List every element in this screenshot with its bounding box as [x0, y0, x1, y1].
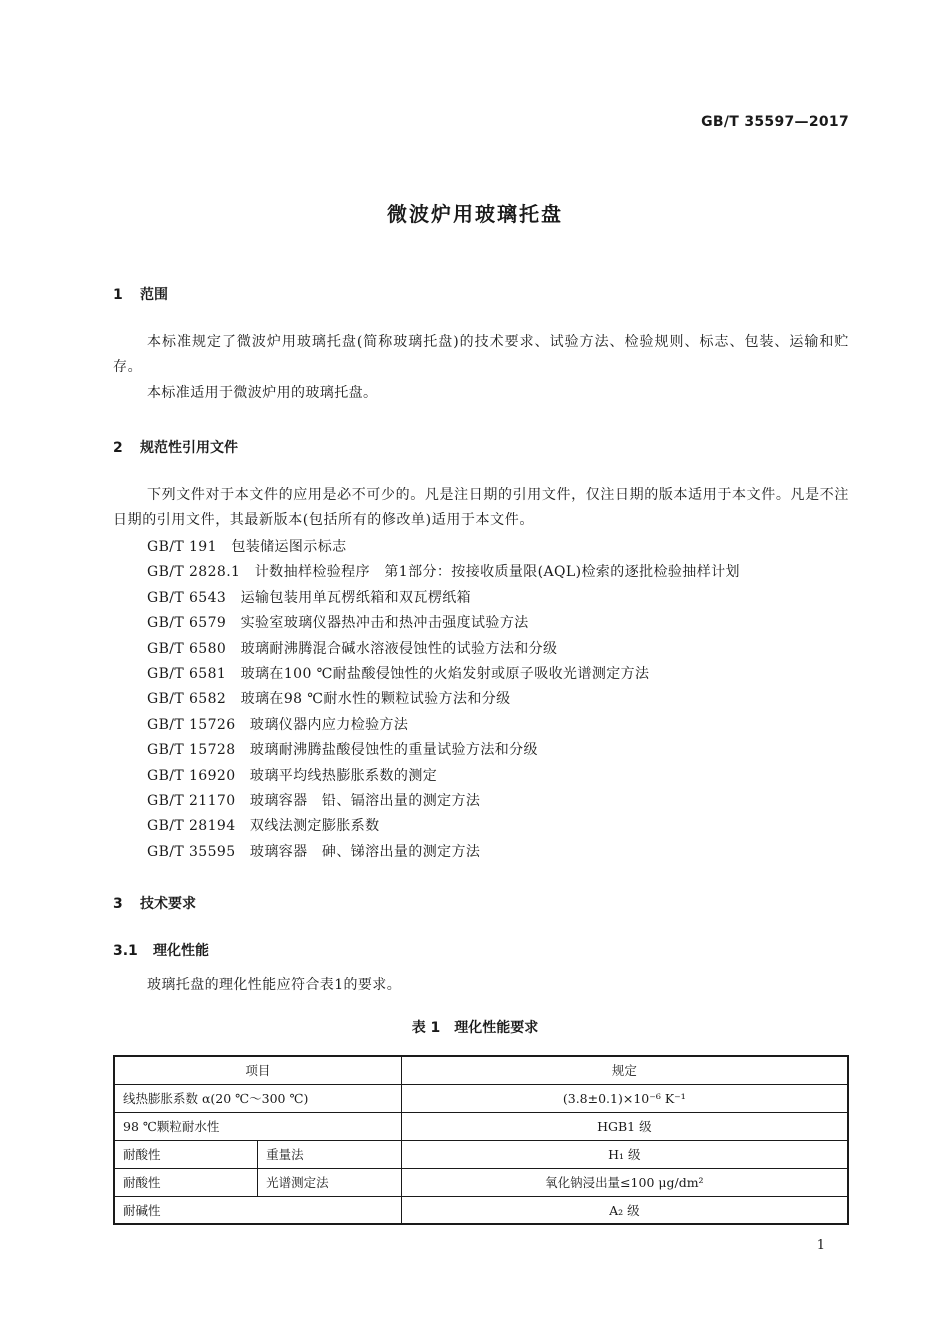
- reference-title: 玻璃在98 ℃耐水性的颗粒试验方法和分级: [240, 691, 511, 708]
- table-header-item: 项目: [114, 1056, 401, 1084]
- normative-reference-list: [147, 535, 740, 865]
- section-number: 2: [113, 440, 123, 456]
- table-cell-spec: (3.8±0.1)×10⁻⁶ K⁻¹: [401, 1084, 848, 1112]
- section-3-1-heading: [113, 940, 209, 960]
- physchem-intro: 玻璃托盘的理化性能应符合表1的要求。: [147, 977, 402, 993]
- table-cell-method: 光谱测定法: [258, 1168, 402, 1196]
- reference-title: 玻璃耐沸腾混合碱水溶液侵蚀性的试验方法和分级: [240, 640, 558, 657]
- reference-code: GB/T 28194: [147, 818, 236, 835]
- table-row: [114, 1168, 848, 1196]
- reference-code: GB/T 6579: [147, 615, 227, 632]
- reference-title: 玻璃容器 铅、镉溶出量的测定方法: [249, 792, 481, 809]
- reference-item: [147, 764, 740, 789]
- table-cell-spec: H₁ 级: [401, 1140, 848, 1168]
- table-cell-spec: A₂ 级: [401, 1196, 848, 1224]
- reference-code: GB/T 35595: [147, 843, 236, 860]
- reference-item: [147, 789, 740, 814]
- reference-title: 双线法测定膨胀系数: [249, 818, 380, 835]
- document-title: 微波炉用玻璃托盘: [387, 202, 563, 226]
- reference-code: GB/T 21170: [147, 792, 236, 809]
- section-number: 3.1: [113, 943, 138, 959]
- standard-code: GB/T 35597—2017: [701, 114, 849, 130]
- table-row: [114, 1196, 848, 1224]
- section-title: 范围: [140, 287, 168, 303]
- table-row: [114, 1084, 848, 1112]
- normative-intro: 下列文件对于本文件的应用是必不可少的。凡是注日期的引用文件，仅注日期的版本适用于本文件。凡是不注日期的引用文件，其最新版本(包括所有的修改单)适用于本文件。: [113, 487, 849, 528]
- reference-code: GB/T 6580: [147, 640, 227, 657]
- section-1-heading: [113, 284, 168, 304]
- reference-code: GB/T 16920: [147, 767, 236, 784]
- reference-title: 玻璃仪器内应力检验方法: [249, 716, 409, 733]
- reference-title: 玻璃耐沸腾盐酸侵蚀性的重量试验方法和分级: [249, 742, 538, 759]
- table-cell-item: 耐碱性: [114, 1196, 401, 1224]
- reference-code: GB/T 15726: [147, 716, 236, 733]
- reference-item: [147, 637, 740, 662]
- table-cell-item: 线热膨胀系数 α(20 ℃～300 ℃): [114, 1084, 401, 1112]
- reference-code: GB/T 2828.1: [147, 564, 241, 581]
- section-number: 3: [113, 896, 123, 912]
- section-2-heading: [113, 437, 238, 457]
- table-cell-item: 98 ℃颗粒耐水性: [114, 1112, 401, 1140]
- reference-code: GB/T 191: [147, 539, 217, 555]
- reference-item: [147, 738, 740, 763]
- table-cell-item: 耐酸性: [114, 1140, 258, 1168]
- reference-code: GB/T 6581: [147, 665, 227, 682]
- table-row: [114, 1112, 848, 1140]
- section-number: 1: [113, 287, 123, 303]
- reference-title: 玻璃容器 砷、锑溶出量的测定方法: [249, 843, 481, 860]
- reference-code: GB/T 6543: [147, 589, 227, 606]
- table-1-caption: 表 1 理化性能要求: [411, 1020, 539, 1036]
- reference-item: [147, 586, 740, 611]
- reference-item: [147, 560, 740, 585]
- scope-paragraph-1: 本标准规定了微波炉用玻璃托盘(简称玻璃托盘)的技术要求、试验方法、检验规则、标志、包装、运输和贮存。: [113, 334, 849, 375]
- reference-item: [147, 840, 740, 865]
- reference-code: GB/T 6582: [147, 691, 227, 708]
- reference-title: 运输包装用单瓦楞纸箱和双瓦楞纸箱: [240, 589, 472, 606]
- reference-title: 实验室玻璃仪器热冲击和热冲击强度试验方法: [240, 615, 529, 632]
- reference-item: [147, 611, 740, 636]
- reference-code: GB/T 15728: [147, 742, 236, 759]
- table-cell-method: 重量法: [258, 1140, 402, 1168]
- reference-item: [147, 814, 740, 839]
- table-header-row: [114, 1056, 848, 1084]
- section-3-heading: [113, 893, 196, 913]
- page-number: 1: [816, 1238, 825, 1253]
- reference-item: [147, 713, 740, 738]
- section-title: 理化性能: [153, 943, 209, 959]
- section-title: 技术要求: [140, 896, 196, 912]
- reference-title: 包装储运图示标志: [231, 539, 347, 555]
- scope-paragraph-2: 本标准适用于微波炉用的玻璃托盘。: [147, 385, 378, 401]
- table-1: [113, 1055, 849, 1225]
- table-cell-spec: HGB1 级: [401, 1112, 848, 1140]
- reference-title: 玻璃平均线热膨胀系数的测定: [249, 767, 438, 784]
- reference-item: [147, 687, 740, 712]
- table-row: [114, 1140, 848, 1168]
- table-header-spec: 规定: [401, 1056, 848, 1084]
- reference-item: [147, 535, 740, 560]
- reference-title: 玻璃在100 ℃耐盐酸侵蚀性的火焰发射或原子吸收光谱测定方法: [240, 665, 650, 682]
- reference-title: 计数抽样检验程序 第1部分：按接收质量限(AQL)检索的逐批检验抽样计划: [254, 564, 740, 581]
- section-title: 规范性引用文件: [140, 440, 238, 456]
- table-cell-spec: 氧化钠浸出量≤100 μg/dm²: [401, 1168, 848, 1196]
- reference-item: [147, 662, 740, 687]
- table-cell-item: 耐酸性: [114, 1168, 258, 1196]
